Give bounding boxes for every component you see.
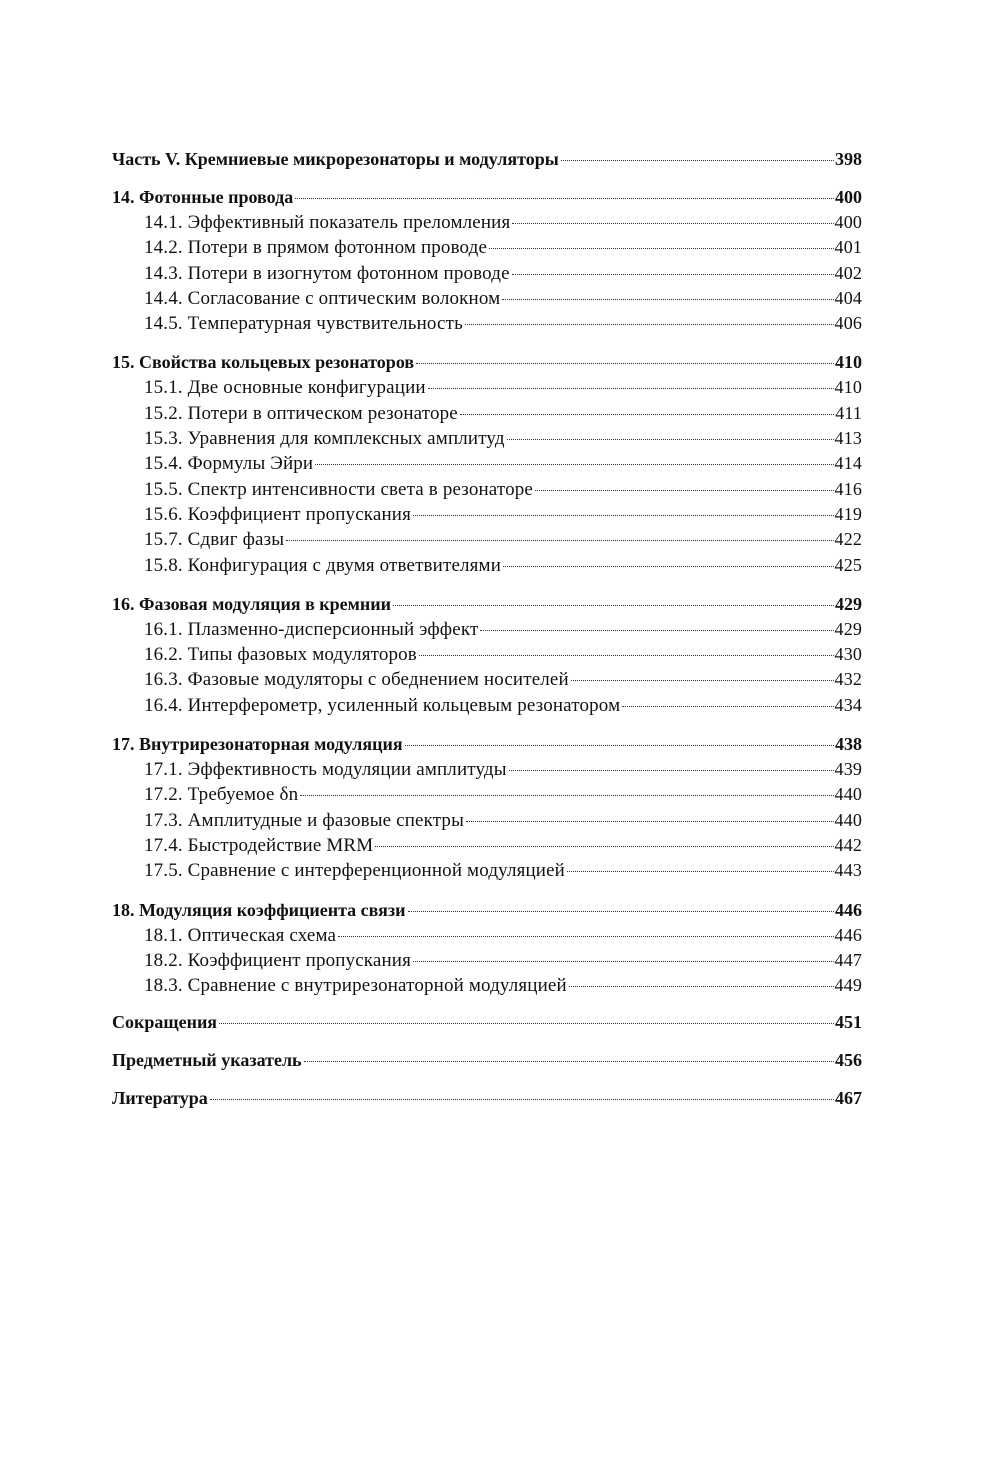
toc-section-entry xyxy=(112,453,862,478)
toc-section-entry xyxy=(112,669,862,694)
dot-leader xyxy=(502,299,833,300)
toc-entry-title: 17.2. Требуемое δn xyxy=(144,784,299,806)
toc-entry-page: 404 xyxy=(834,287,862,308)
toc-entry-page: 432 xyxy=(834,669,862,690)
toc-entry-page: 442 xyxy=(834,834,862,855)
toc-entry-title: 14. Фотонные провода xyxy=(112,187,294,207)
dot-leader xyxy=(419,655,834,656)
toc-entry-page: 410 xyxy=(834,377,862,398)
toc-entry-page: 467 xyxy=(835,1088,862,1109)
toc-entry-title: 15.7. Сдвиг фазы xyxy=(144,529,285,551)
toc-entry-page: 429 xyxy=(834,618,862,639)
dot-leader xyxy=(338,936,833,937)
toc-entry-title: 18.1. Оптическая схема xyxy=(144,924,337,946)
toc-entry-title: 15. Свойства кольцевых резонаторов xyxy=(112,352,415,373)
toc-entry-title: 16. Фазовая модуляция в кремнии xyxy=(112,593,392,614)
toc-entry-title: 14.4. Согласование с оптическим волокном xyxy=(144,287,501,309)
toc-backmatter-entry xyxy=(112,1012,862,1037)
dot-leader xyxy=(405,745,834,746)
toc-section-entry xyxy=(112,860,862,885)
dot-leader xyxy=(480,630,833,631)
toc-entry-page: 434 xyxy=(834,694,862,715)
dot-leader xyxy=(509,770,834,771)
toc-section-entry xyxy=(112,555,862,580)
toc-chapter-entry xyxy=(112,187,862,212)
toc-section-entry xyxy=(112,403,862,428)
toc-section-entry xyxy=(112,479,862,504)
toc-section-entry xyxy=(112,784,862,809)
toc-entry-page: 429 xyxy=(835,593,862,614)
dot-leader xyxy=(489,248,833,249)
toc-entry-title: 16.2. Типы фазовых модуляторов xyxy=(144,644,417,666)
toc-entry-title: 14.5. Температурная чувствительность xyxy=(144,313,463,335)
dot-leader xyxy=(512,274,834,275)
dot-leader xyxy=(567,871,834,872)
dot-leader xyxy=(295,198,834,199)
toc-section-entry xyxy=(112,644,862,669)
toc-entry-page: 413 xyxy=(834,428,862,449)
toc-entry-title: 16.1. Плазменно-дисперсионный эффект xyxy=(144,618,479,640)
toc-entry-title: 15.2. Потери в оптическом резонаторе xyxy=(144,402,458,424)
dot-leader xyxy=(466,821,834,822)
dot-leader xyxy=(569,986,834,987)
toc-entry-title: 14.1. Эффективный показатель преломления xyxy=(144,212,511,233)
toc-entry-title: 16.3. Фазовые модуляторы с обеднением носителей xyxy=(144,669,569,691)
toc-entry-title: 18.2. Коэффициент пропускания xyxy=(144,949,411,971)
toc-entry-page: 422 xyxy=(834,529,862,550)
toc-entry-page: 447 xyxy=(834,949,862,970)
toc-entry-title: 15.8. Конфигурация с двумя ответвителями xyxy=(144,554,502,576)
dot-leader xyxy=(561,160,834,161)
toc-entry-title: 17. Внутрирезонаторная модуляция xyxy=(112,734,403,755)
toc-entry-page: 410 xyxy=(835,352,862,373)
dot-leader xyxy=(304,1061,834,1062)
toc-entry-page: 440 xyxy=(834,784,862,805)
toc-entry-page: 398 xyxy=(835,149,862,169)
toc-entry-page: 438 xyxy=(835,734,862,755)
toc-entry-page: 406 xyxy=(834,313,862,334)
dot-leader xyxy=(408,911,835,912)
toc-section-entry xyxy=(112,504,862,529)
toc-section-entry xyxy=(112,759,862,784)
toc-entry-page: 419 xyxy=(834,503,862,524)
toc-entry-title: 17.3. Амплитудные и фазовые спектры xyxy=(144,809,464,831)
toc-entry-page: 440 xyxy=(834,809,862,830)
toc-entry-title: 16.4. Интерферометр, усиленный кольцевым резонатором xyxy=(144,694,621,716)
dot-leader xyxy=(375,846,833,847)
toc-entry-page: 451 xyxy=(835,1012,862,1033)
dot-leader xyxy=(571,680,834,681)
toc-entry-page: 400 xyxy=(834,212,862,232)
toc-entry-title: 14.3. Потери в изогнутом фотонном проводе xyxy=(144,262,510,284)
dot-leader xyxy=(219,1023,834,1024)
dot-leader xyxy=(315,464,833,465)
toc-entry-page: 439 xyxy=(834,759,862,780)
dot-leader xyxy=(512,223,833,224)
toc-chapter-entry xyxy=(112,352,862,377)
toc-section-entry xyxy=(112,288,862,313)
dot-leader xyxy=(465,324,834,325)
toc-entry-title: 17.4. Быстродействие MRM xyxy=(144,834,374,856)
toc-section-entry xyxy=(112,377,862,402)
dot-leader xyxy=(460,414,834,415)
toc-section-entry xyxy=(112,263,862,288)
toc-entry-page: 402 xyxy=(834,262,862,283)
toc-entry-page: 401 xyxy=(834,237,862,258)
toc-entry-title: Часть V. Кремниевые микрорезонаторы и модуляторы xyxy=(112,149,559,169)
toc-entry-title: 15.1. Две основные конфигурации xyxy=(144,377,426,399)
dot-leader xyxy=(286,540,833,541)
toc-section-entry xyxy=(112,313,862,338)
toc-section-entry xyxy=(112,619,862,644)
toc-entry-title: Литература xyxy=(112,1088,208,1109)
toc-chapter-entry xyxy=(112,594,862,619)
toc-entry-title: 15.4. Формулы Эйри xyxy=(144,453,314,475)
toc-entry-title: 15.5. Спектр интенсивности света в резонаторе xyxy=(144,478,533,500)
toc-entry-title: 18.3. Сравнение с внутрирезонаторной модуляцией xyxy=(144,975,567,997)
dot-leader xyxy=(535,490,834,491)
toc-section-entry xyxy=(112,950,862,975)
toc-entry-title: 17.5. Сравнение с интерференционной модуляцией xyxy=(144,860,566,882)
toc-entry-title: 18. Модуляция коэффициента связи xyxy=(112,899,406,920)
toc-entry-page: 425 xyxy=(834,554,862,575)
toc-entry-title: Предметный указатель xyxy=(112,1050,302,1071)
dot-leader xyxy=(413,961,834,962)
toc-chapter-entry xyxy=(112,900,862,925)
toc-backmatter-entry xyxy=(112,1050,862,1075)
toc-entry-page: 446 xyxy=(835,899,862,920)
toc-entry-page: 446 xyxy=(834,924,862,945)
toc-entry-page: 449 xyxy=(834,975,862,996)
toc-entry-title: 15.6. Коэффициент пропускания xyxy=(144,503,411,525)
toc-entry-page: 430 xyxy=(834,644,862,665)
toc-entry-title: 17.1. Эффективность модуляции амплитуды xyxy=(144,759,507,781)
toc-entry-page: 456 xyxy=(835,1050,862,1071)
toc-entry-page: 400 xyxy=(835,187,862,207)
toc-section-entry xyxy=(112,428,862,453)
dot-leader xyxy=(503,566,834,567)
dot-leader xyxy=(413,515,834,516)
toc-entry-title: Сокращения xyxy=(112,1012,218,1033)
toc-section-entry xyxy=(112,212,862,237)
dot-leader xyxy=(393,605,834,606)
toc-section-entry xyxy=(112,695,862,720)
toc-entry-title: 14.2. Потери в прямом фотонном проводе xyxy=(144,237,488,259)
toc-entry-page: 443 xyxy=(834,860,862,881)
dot-leader xyxy=(507,439,834,440)
toc-section-entry xyxy=(112,835,862,860)
toc-entry-page: 416 xyxy=(834,478,862,499)
toc-backmatter-entry xyxy=(112,1088,862,1113)
toc-section-entry xyxy=(112,810,862,835)
toc-section-entry xyxy=(112,925,862,950)
toc-entry-page: 414 xyxy=(834,453,862,474)
toc-section-entry xyxy=(112,237,862,262)
toc-section-entry xyxy=(112,975,862,1000)
toc-chapter-entry xyxy=(112,734,862,759)
dot-leader xyxy=(210,1099,834,1100)
dot-leader xyxy=(416,363,834,364)
toc-entry-page: 411 xyxy=(835,402,862,423)
toc-part-entry xyxy=(112,149,862,174)
toc-section-entry xyxy=(112,529,862,554)
toc-entry-title: 15.3. Уравнения для комплексных амплитуд xyxy=(144,428,505,450)
dot-leader xyxy=(622,706,833,707)
dot-leader xyxy=(428,388,834,389)
table-of-contents xyxy=(112,149,862,1113)
dot-leader xyxy=(300,795,833,796)
